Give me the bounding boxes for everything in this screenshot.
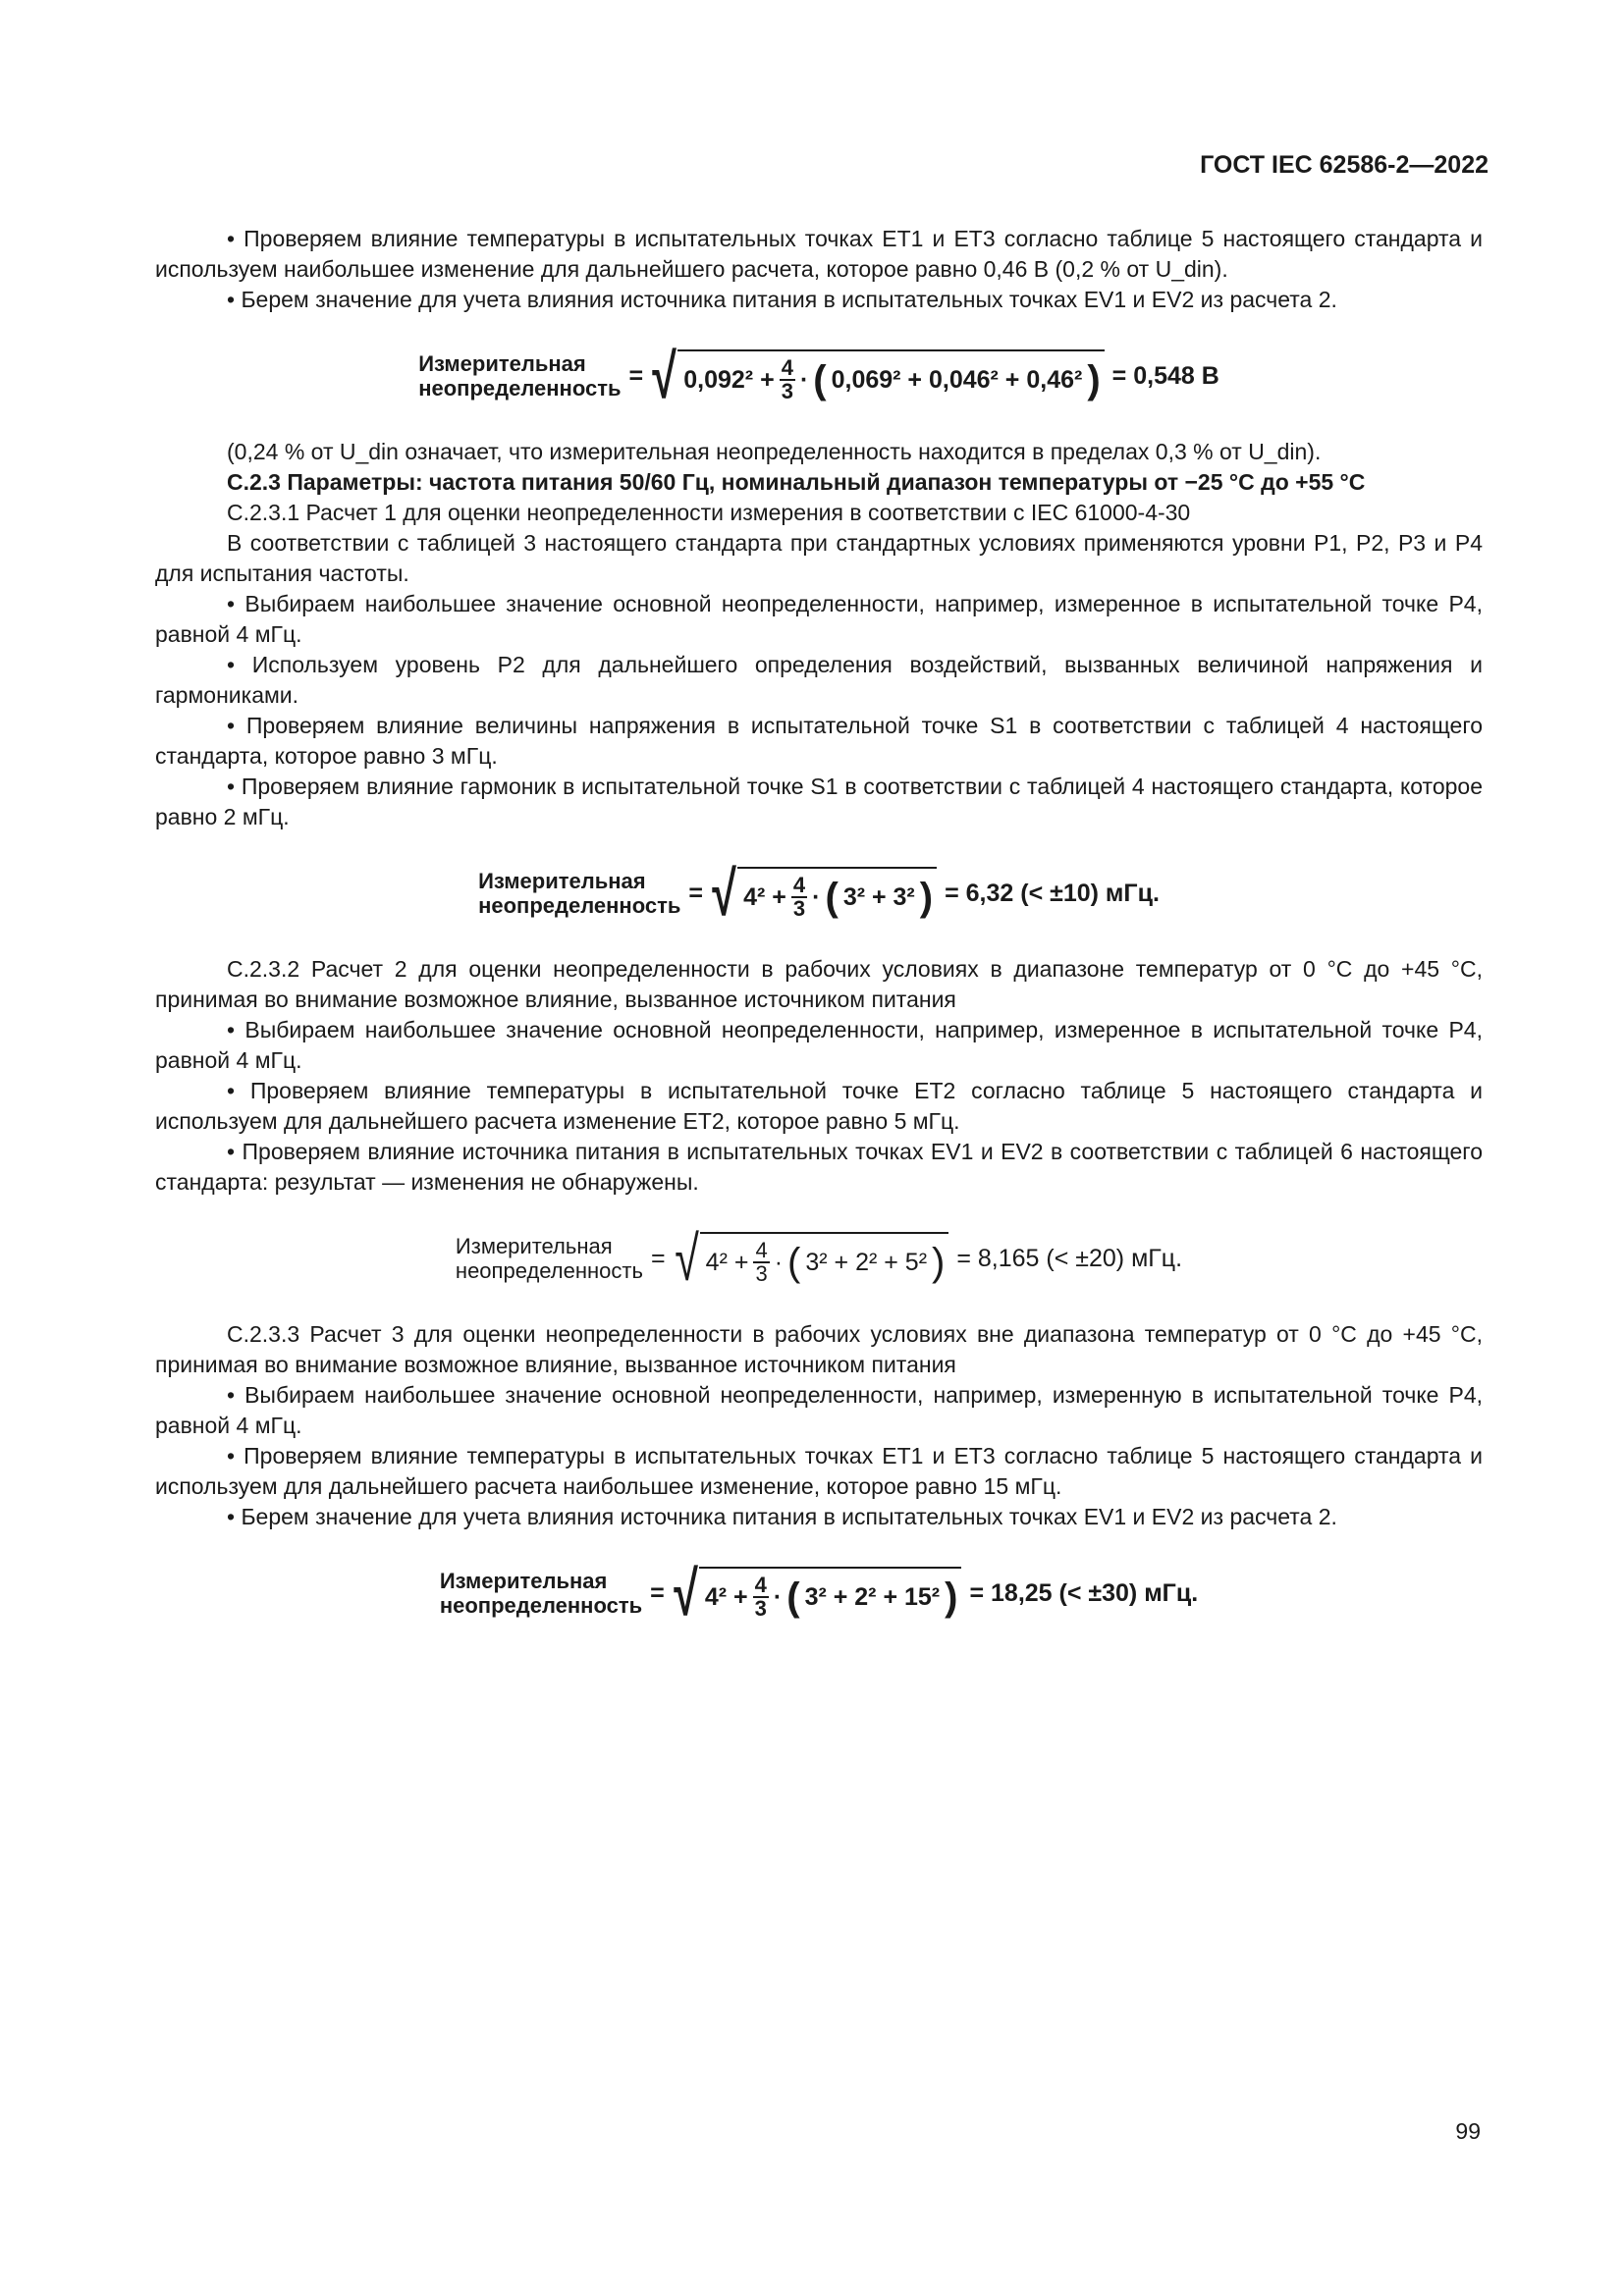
page-body [155,224,1483,1654]
radicand-lead: 4² + [704,1582,748,1611]
formula-label-line: неопределенность [478,893,681,918]
paragraph: • Берем значение для учета влияния источника питания в испытательных точках EV1 и EV2 из расчета 2. [227,1504,1337,1529]
radicand [677,349,1104,402]
radicand [700,1232,949,1285]
paragraph: С.2.3.2 Расчет 2 для оценки неопределенности в рабочих условиях в диапазоне температур от 0 °C до +45 °C, принимая во внимание возможное влияние, вызванное источником питания [155,956,1483,1012]
right-paren: ) [919,876,934,919]
square-root [647,341,1105,411]
fraction [791,875,807,920]
radicand [699,1567,962,1620]
formula-label-line: неопределенность [439,1593,643,1618]
paragraph: • Проверяем влияние температуры в испытательных точках ET1 и ET3 согласно таблице 5 настоящего стандарта и используем наибольшее изменение для дальнейшего расчета, которое равно 0,46 В (0,2 % от U_din). [155,226,1483,282]
formula-expression [688,858,1160,929]
paragraph: • Берем значение для учета влияния источника питания в испытательных точках EV1 и EV2 из расчета 2. [227,287,1337,312]
left-paren: ( [786,1575,800,1619]
paragraph: • Выбираем наибольшее значение основной неопределенности, например, измеренную в испытательной точке P4, равной 4 мГц. [155,1382,1483,1438]
fraction [753,1240,769,1285]
formula [155,1532,1483,1654]
equals-sign: = [688,879,703,907]
sqrt-icon: √ [674,1223,699,1294]
formula-label [456,1234,643,1283]
equals-sign: = [650,1578,665,1607]
parenthesized-sum: 3² + 2² + 15² [804,1582,941,1611]
fraction-numerator: 4 [792,873,806,897]
paragraph: С.2.3.1 Расчет 1 для оценки неопределенности измерения в соответствии с IEC 61000-4-30 [227,500,1191,525]
paragraph: С.2.3.3 Расчет 3 для оценки неопределенности в рабочих условиях вне диапазона температур от 0 °C до +45 °C, принимая во внимание возможное влияние, вызванное источником питания [155,1321,1483,1377]
fraction [780,357,795,402]
parenthesized-sum: 3² + 2² + 5² [805,1248,928,1276]
fraction-numerator: 4 [754,1573,767,1597]
left-paren: ( [825,876,839,919]
formula-result: = 18,25 (< ±30) мГц. [969,1578,1199,1607]
formula [155,1198,1483,1319]
parenthesized-sum: 0,069² + 0,046² + 0,46² [831,365,1083,394]
radicand-lead: 4² + [705,1248,749,1276]
paragraph: • Используем уровень P2 для дальнейшего определения воздействий, вызванных величиной напряжения и гармониками. [155,652,1483,708]
square-root [669,1558,962,1629]
paragraph: (0,24 % от U_din означает, что измерительная неопределенность находится в пределах 0,3 % от U_din). [227,439,1322,464]
fraction-denominator: 3 [792,896,806,921]
right-paren: ) [1087,358,1101,401]
square-root [707,858,937,929]
paragraph: • Проверяем влияние величины напряжения в испытательной точке S1 в соответствии с таблицей 4 настоящего стандарта, которое равно 3 мГц. [155,713,1483,769]
multiply-dot: · [799,365,809,394]
equals-sign: = [650,1244,666,1272]
formula-label-line: Измерительная [439,1569,608,1593]
formula-label-line: Измерительная [455,1234,613,1258]
sqrt-icon: √ [674,1558,698,1629]
paragraph: • Выбираем наибольшее значение основной неопределенности, например, измеренное в испытательной точке P4, равной 4 мГц. [155,1017,1483,1073]
right-paren: ) [945,1575,958,1619]
multiply-dot: · [774,1248,784,1276]
multiply-dot: · [812,882,821,911]
radicand-lead: 0,092² + [683,365,775,394]
parenthesized-sum: 3² + 3² [842,882,915,911]
formula-expression [650,1223,1183,1294]
paragraph: • Выбираем наибольшее значение основной неопределенности, например, измеренное в испытательной точке P4, равной 4 мГц. [155,591,1483,647]
left-paren: ( [787,1241,801,1284]
paragraph: • Проверяем влияние гармоник в испытательной точке S1 в соответствии с таблицей 4 настоящего стандарта, которое равно 2 мГц. [155,774,1483,829]
paragraph: • Проверяем влияние температуры в испытательных точках ET1 и ET3 согласно таблице 5 настоящего стандарта и используем для дальнейшего расчета наибольшее изменение, которое равно 15 мГц. [155,1443,1483,1499]
formula [155,832,1483,954]
multiply-dot: · [773,1582,783,1611]
formula-label-line: неопределенность [455,1258,643,1283]
radicand [737,867,937,920]
fraction-denominator: 3 [755,1261,768,1286]
left-paren: ( [813,358,827,401]
right-paren: ) [932,1241,946,1284]
formula-expression [628,341,1219,411]
formula-label [440,1569,642,1618]
section-heading: С.2.3 Параметры: частота питания 50/60 Гц, номинальный диапазон температуры от −25 °C до +55 °C [227,469,1366,495]
formula-result: = 8,165 (< ±20) мГц. [956,1244,1183,1272]
document-code: ГОСТ IEC 62586-2—2022 [1200,151,1489,179]
formula-label-line: Измерительная [418,351,586,376]
fraction [753,1575,769,1620]
equals-sign: = [628,361,644,390]
paragraph: В соответствии с таблицей 3 настоящего стандарта при стандартных условиях применяются уровни P1, P2, P3 и P4 для испытания частоты. [155,530,1483,586]
page-number: 99 [1455,2118,1481,2144]
formula-label-line: Измерительная [478,869,646,893]
fraction-denominator: 3 [754,1596,767,1621]
paragraph: • Проверяем влияние источника питания в испытательных точках EV1 и EV2 в соответствии с таблицей 6 настоящего стандарта: результат — изменения не обнаружены. [155,1139,1483,1195]
formula-label [418,351,621,400]
sqrt-icon: √ [712,858,736,929]
formula-expression [650,1558,1199,1629]
square-root [670,1223,949,1294]
fraction-denominator: 3 [781,379,793,403]
formula-result: = 6,32 (< ±10) мГц. [945,879,1160,907]
radicand-lead: 4² + [743,882,786,911]
formula [155,315,1483,437]
fraction-numerator: 4 [755,1238,768,1262]
formula-result: = 0,548 В [1111,361,1219,390]
paragraph: • Проверяем влияние температуры в испытательной точке ET2 согласно таблице 5 настоящего стандарта и используем для дальнейшего расчета изменение ET2, которое равно 5 мГц. [155,1078,1483,1134]
fraction-numerator: 4 [781,355,793,380]
formula-label [478,869,680,918]
formula-label-line: неопределенность [418,376,622,400]
sqrt-icon: √ [652,341,677,411]
